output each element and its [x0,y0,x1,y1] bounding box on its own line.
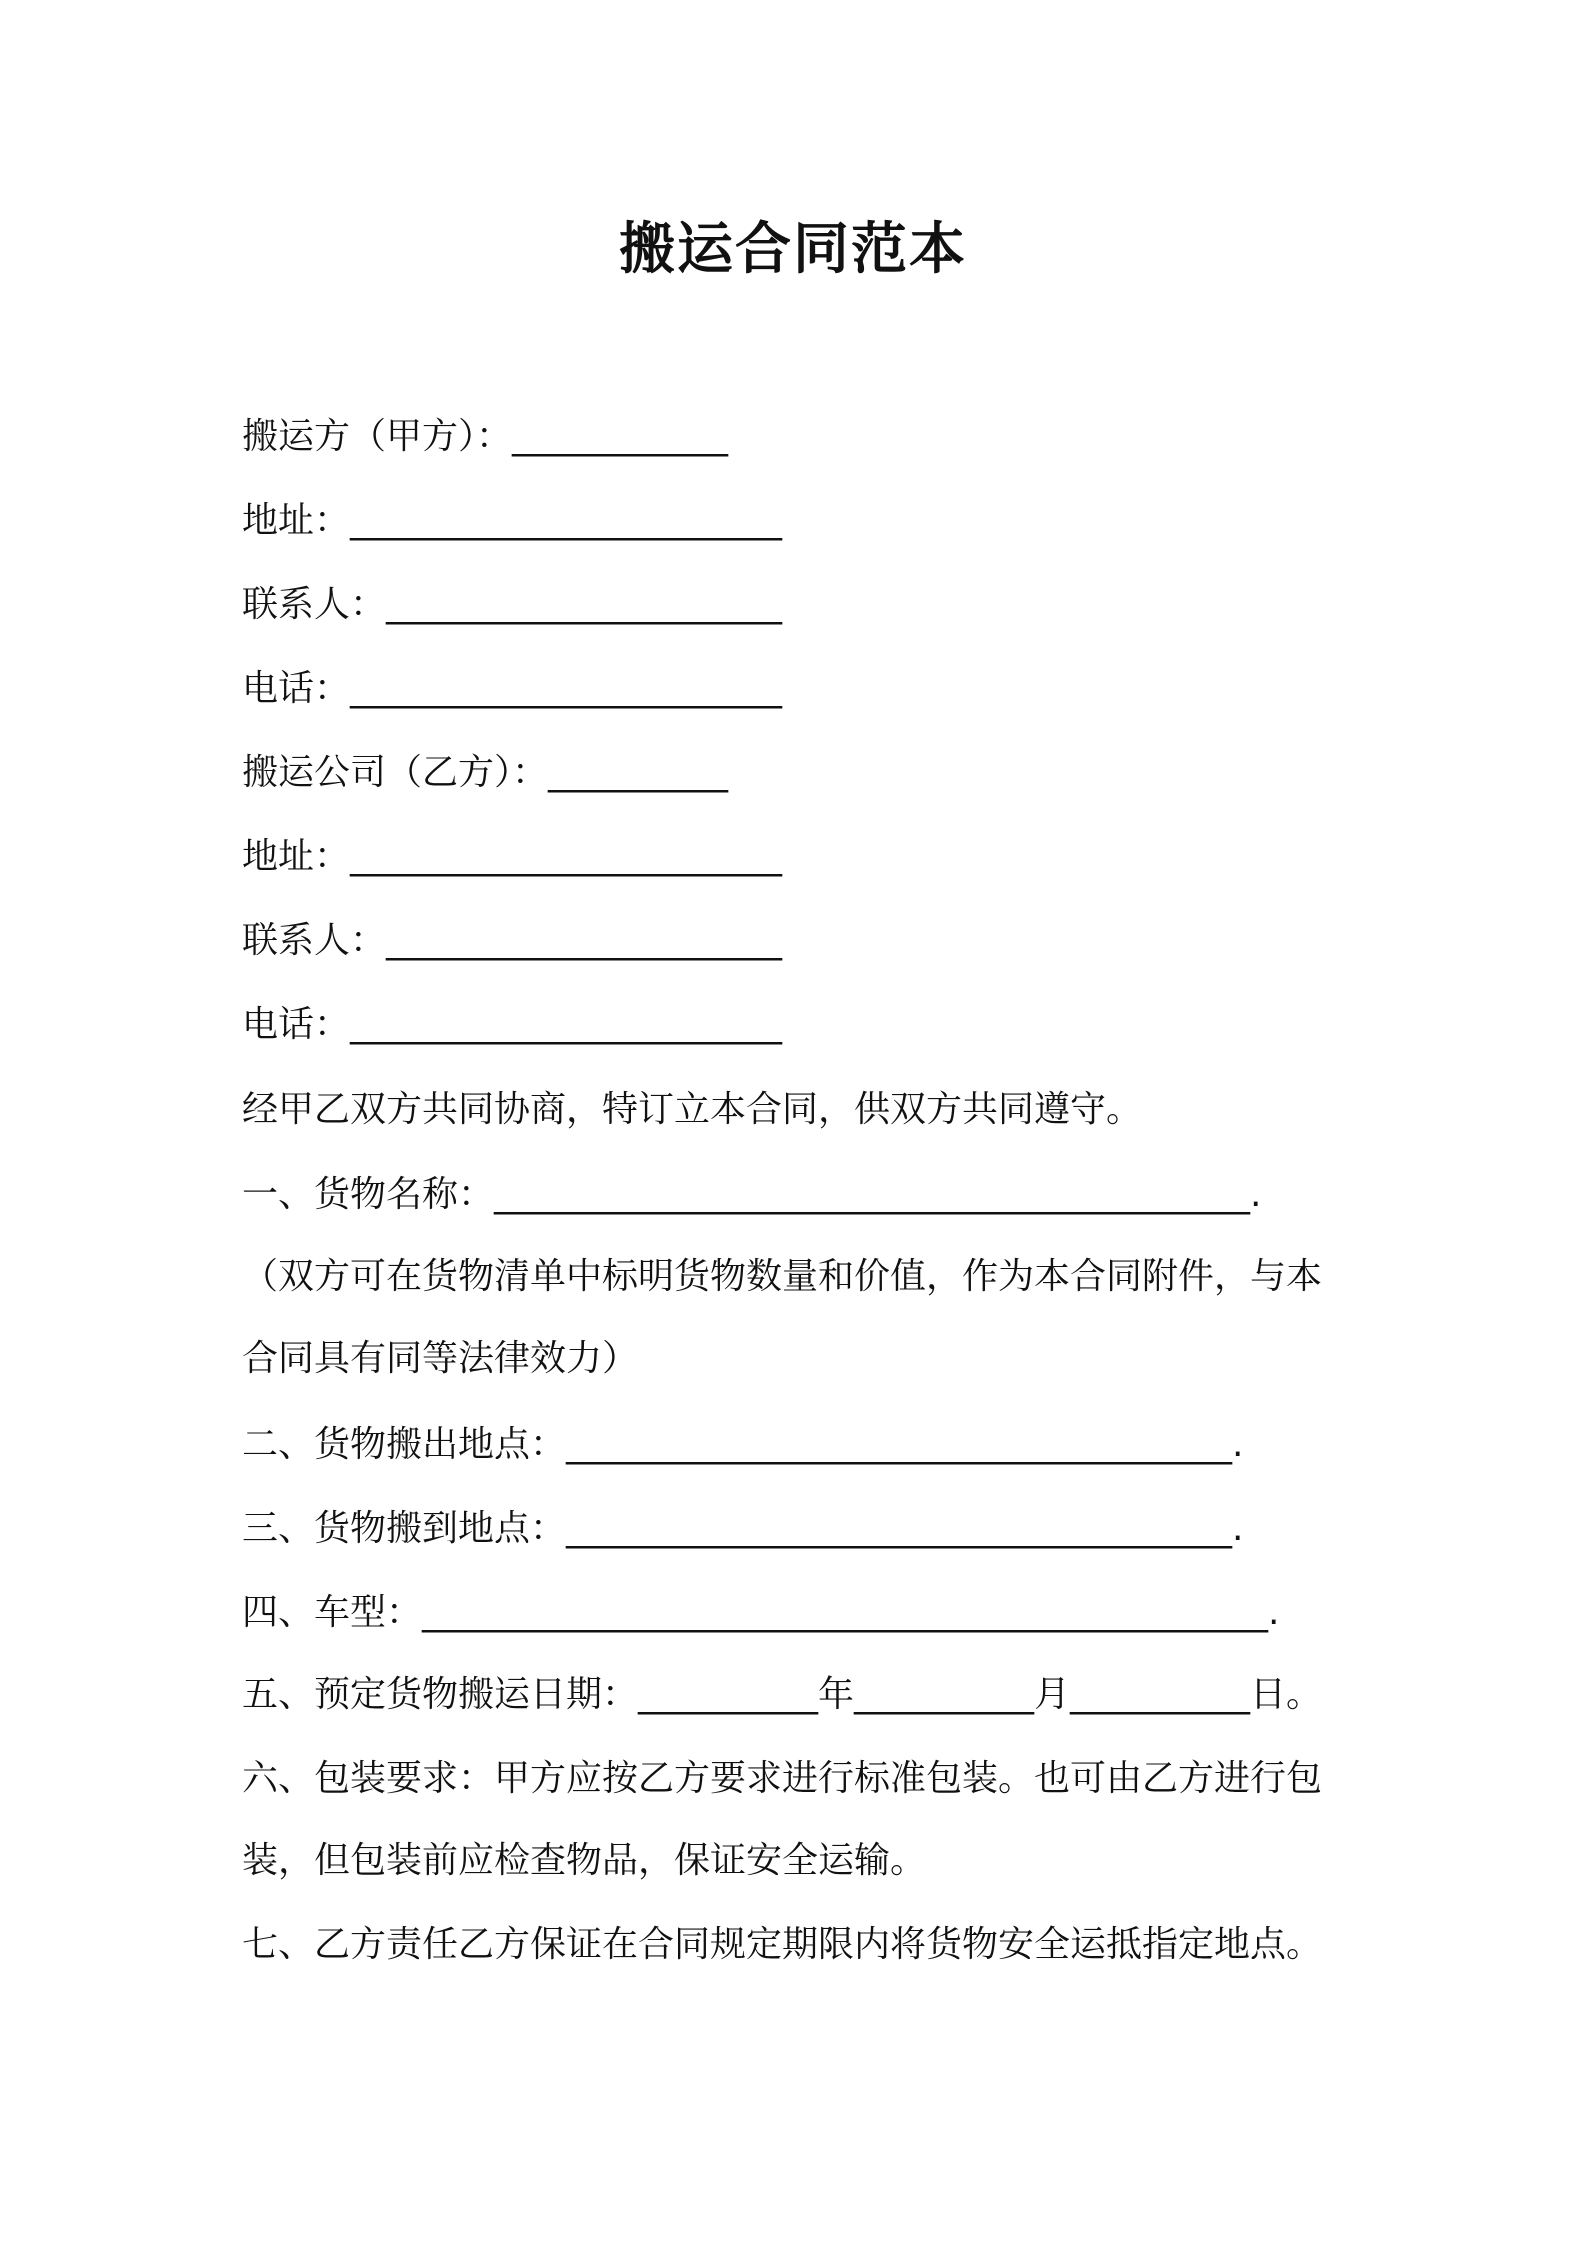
clause-3-dropoff-location: 三、货物搬到地点：_____________________________________. [242,1508,1244,1549]
party-b-address-line: 地址：________________________ [242,836,783,877]
clause-6-packing-line-2: 装，但包装前应检查物品，保证安全运输。 [242,1840,927,1881]
party-b-contact-line: 联系人：______________________ [242,920,783,961]
party-b-name-line: 搬运公司（乙方）：__________ [242,752,729,793]
document-title: 搬运合同范本 [619,217,967,282]
clause-1-goods-name: 一、货物名称：__________________________________________. [242,1174,1262,1215]
party-a-address-line: 地址：________________________ [242,500,783,541]
clause-1-note-line-1: （双方可在货物清单中标明货物数量和价值，作为本合同附件，与本 [242,1256,1323,1297]
clause-2-pickup-location: 二、货物搬出地点：_____________________________________. [242,1424,1244,1465]
agreement-intro-line: 经甲乙双方共同协商，特订立本合同，供双方共同遵守。 [242,1089,1143,1130]
party-b-phone-line: 电话：________________________ [242,1004,783,1045]
clause-4-vehicle-type: 四、车型：_______________________________________________. [242,1592,1280,1633]
clause-1-note-line-2: 合同具有同等法律效力） [242,1338,639,1379]
party-a-contact-line: 联系人：______________________ [242,584,783,625]
party-a-phone-line: 电话：________________________ [242,668,783,709]
clause-7-party-b-duty: 七、乙方责任乙方保证在合同规定期限内将货物安全运抵指定地点。 [242,1924,1323,1965]
clause-6-packing-line-1: 六、包装要求：甲方应按乙方要求进行标准包装。也可由乙方进行包 [242,1758,1323,1799]
clause-5-moving-date: 五、预定货物搬运日期：__________年__________月__________日。 [242,1674,1323,1715]
party-a-name-line: 搬运方（甲方）：____________ [242,416,729,457]
